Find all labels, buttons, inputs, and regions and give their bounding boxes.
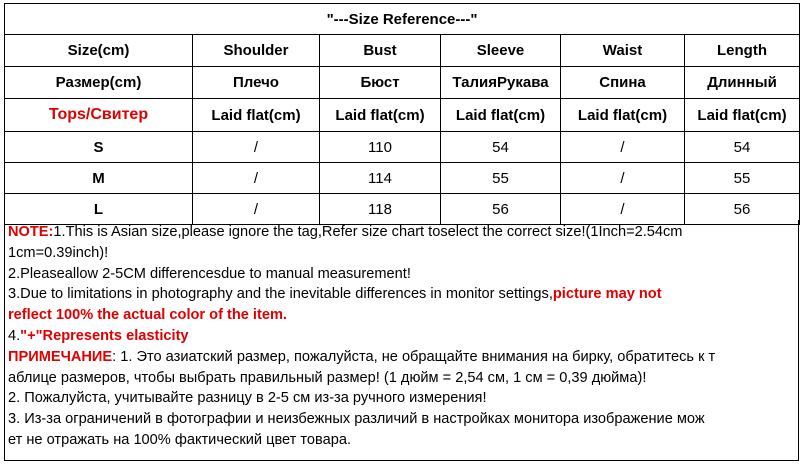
note-2: 2.Pleaseallow 2-5CM differencesdue to manual measurement! [8, 265, 411, 282]
shoulder-cell: / [193, 194, 320, 225]
note-4-text: "+"Represents elasticity [20, 327, 189, 344]
header-size-ru: Размер(cm) [5, 67, 193, 99]
note-label: NOTE: [8, 224, 54, 240]
header-row-ru [5, 67, 800, 99]
bust-cell: 118 [320, 194, 441, 225]
note-3-warning-cont: reflect 100% the actual color of the item. [8, 307, 287, 324]
category-label: Tops/Свитер [5, 99, 193, 132]
sleeve-cell: 54 [441, 132, 561, 163]
length-cell: 54 [685, 132, 800, 163]
size-cell: M [5, 163, 193, 194]
note-ru-1 [8, 347, 795, 368]
measure-method-row [5, 99, 800, 132]
laid-flat-waist: Laid flat(cm) [561, 99, 685, 132]
header-length-ru: Длинный [685, 67, 800, 99]
laid-flat-sleeve: Laid flat(cm) [441, 99, 561, 132]
header-bust-ru: Бюст [320, 67, 441, 99]
table-title: "---Size Reference---" [5, 4, 800, 35]
note-ru-1-text: : 1. Это азиатский размер, пожалуйста, не обращайте внимания на бирку, обратитесь к т [112, 348, 716, 365]
shoulder-cell: / [193, 163, 320, 194]
header-waist-ru: Спина [561, 67, 685, 99]
note-1 [8, 222, 795, 243]
size-reference-table [4, 3, 800, 225]
note-1-text: 1.This is Asian size,please ignore the tag,Refer size chart toselect the correct size!(1Inch=2.54cm [53, 224, 683, 240]
note-3-text: 3.Due to limitations in photography and the inevitable differences in monitor settings, [8, 286, 553, 303]
notes-section [4, 220, 799, 461]
header-shoulder: Shoulder [193, 35, 320, 67]
table-row [5, 163, 800, 194]
size-cell: S [5, 132, 193, 163]
sleeve-cell: 55 [441, 163, 561, 194]
length-cell: 56 [685, 194, 800, 225]
header-row-en [5, 35, 800, 67]
header-shoulder-ru: Плечо [193, 67, 320, 99]
header-length: Length [685, 35, 800, 67]
note-ru-2: 2. Пожалуйста, учитывайте разницу в 2-5 см из-за ручного измерения! [8, 390, 487, 407]
length-cell: 55 [685, 163, 800, 194]
laid-flat-length: Laid flat(cm) [685, 99, 800, 132]
waist-cell: / [561, 132, 685, 163]
note-3 [8, 284, 795, 305]
note-3-warning: picture may not [552, 286, 662, 303]
note-4-number: 4. [8, 327, 21, 344]
note-1-cont: 1cm=0.39inch)! [8, 244, 109, 261]
note-ru-3: 3. Из-за ограничений в фотографии и неизбежных различий в настройках монитора изображение мож [8, 411, 705, 428]
shoulder-cell: / [193, 132, 320, 163]
header-waist: Waist [561, 35, 685, 67]
table-row [5, 132, 800, 163]
waist-cell: / [561, 163, 685, 194]
sleeve-cell: 56 [441, 194, 561, 225]
header-bust: Bust [320, 35, 441, 67]
note-ru-1-cont: аблице размеров, чтобы выбрать правильный размер! (1 дюйм = 2,54 см, 1 см = 0,39 дюйма)! [8, 369, 647, 386]
header-sleeve-ru: ТалияРукава [441, 67, 561, 99]
header-sleeve: Sleeve [441, 35, 561, 67]
laid-flat-shoulder: Laid flat(cm) [193, 99, 320, 132]
size-cell: L [5, 194, 193, 225]
header-size: Size(cm) [5, 35, 193, 67]
note-ru-3-cont: ет не отражать на 100% фактический цвет товара. [8, 431, 352, 448]
waist-cell: / [561, 194, 685, 225]
bust-cell: 114 [320, 163, 441, 194]
laid-flat-bust: Laid flat(cm) [320, 99, 441, 132]
note-4 [8, 326, 795, 347]
bust-cell: 110 [320, 132, 441, 163]
note-ru-label: ПРИМЕЧАНИЕ [8, 348, 113, 365]
